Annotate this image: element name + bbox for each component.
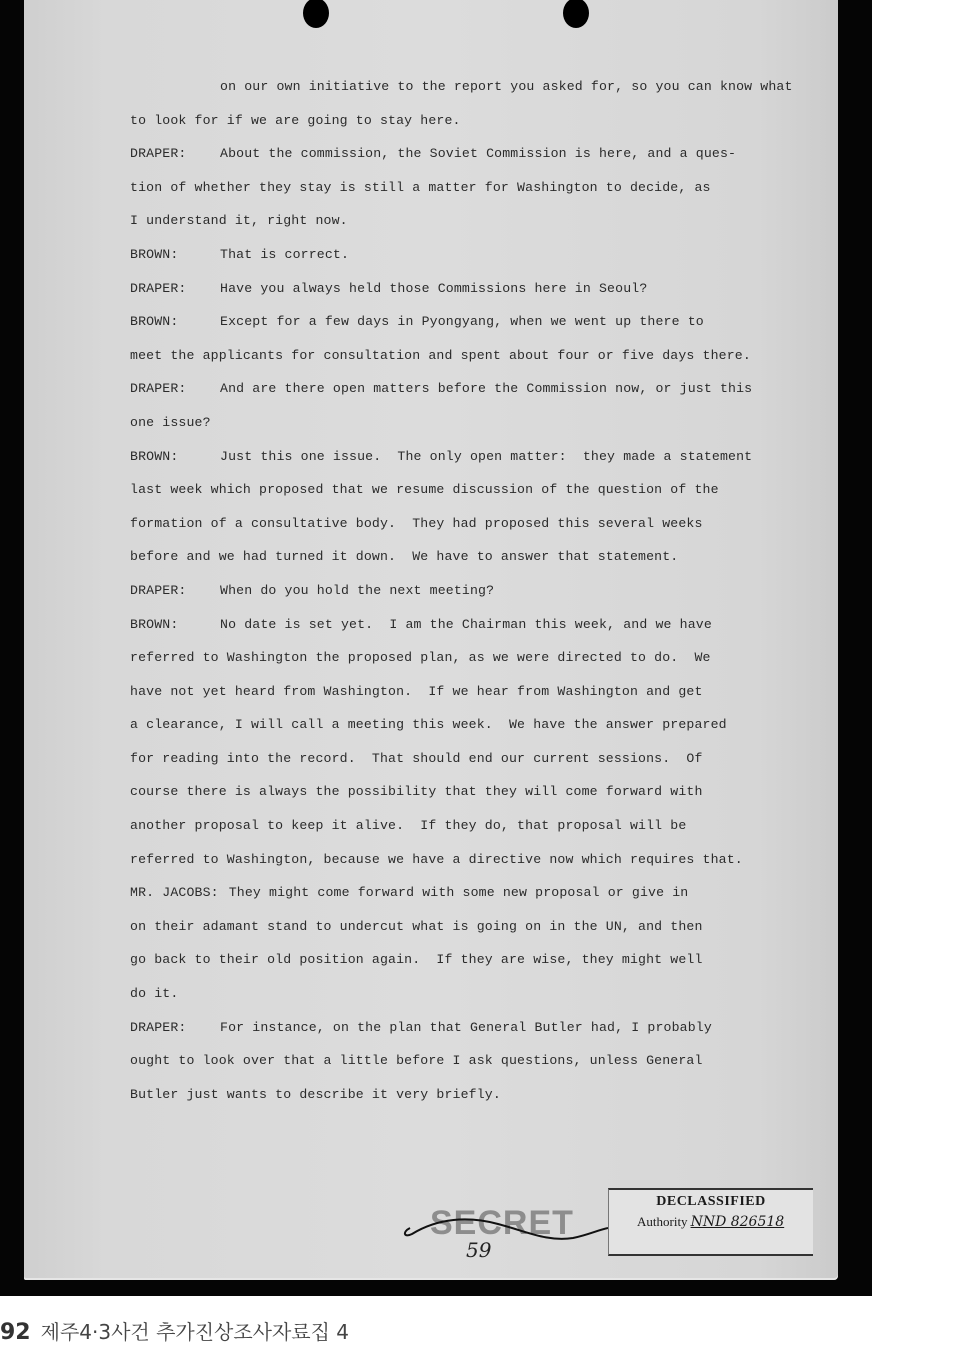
transcript-line: [130, 809, 810, 843]
speaker-label: BROWN:: [130, 616, 179, 632]
transcript-line: [130, 204, 810, 238]
declassified-title: DECLASSIFIED: [656, 1194, 766, 1209]
line-text: And are there open matters before the Commission now, or just this: [220, 381, 753, 397]
line-text: have not yet heard from Washington. If we hear from Washington and get: [130, 683, 703, 699]
transcript-line: [130, 977, 810, 1011]
line-text: For instance, on the plan that General Butler had, I probably: [220, 1019, 712, 1035]
transcript-line: [130, 775, 810, 809]
secret-stamp: [398, 1200, 608, 1270]
line-text: referred to Washington the proposed plan, as we were directed to do. We: [130, 650, 711, 666]
footer-page-number: 92: [0, 1320, 31, 1345]
secret-stamp-word: SECRET: [430, 1204, 574, 1242]
line-text: a clearance, I will call a meeting this week. We have the answer prepared: [130, 717, 727, 733]
line-text: on their adamant stand to undercut what is going on in the UN, and then: [130, 918, 703, 934]
transcript-line: [130, 137, 810, 171]
line-text: I understand it, right now.: [130, 213, 348, 229]
line-text: Have you always held those Commissions here in Seoul?: [220, 280, 648, 296]
transcript-line: [130, 1078, 810, 1112]
punch-hole-right: [563, 0, 589, 28]
transcript-line: [130, 339, 810, 373]
transcript-line: [130, 440, 810, 474]
transcript-line: [130, 608, 810, 642]
line-text: That is correct.: [220, 246, 350, 262]
speaker-label: DRAPER:: [130, 1019, 187, 1035]
line-text: referred to Washington, because we have a directive now which requires that.: [130, 851, 743, 867]
speaker-label: MR. JACOBS:: [130, 885, 219, 901]
transcript-line: [130, 70, 810, 104]
transcript-line: [130, 171, 810, 205]
transcript-line: [130, 507, 810, 541]
line-text: on our own initiative to the report you asked for, so you can know what: [220, 79, 793, 94]
transcript-line: [130, 540, 810, 574]
authority-number: NND 826518: [690, 1214, 785, 1230]
transcript-line: [130, 708, 810, 742]
transcript-line: [130, 272, 810, 306]
line-text: Except for a few days in Pyongyang, when we went up there to: [220, 314, 704, 330]
line-text: tion of whether they stay is still a matter for Washington to decide, as: [130, 179, 711, 195]
transcript-line: [130, 675, 810, 709]
transcript-line: [130, 1011, 810, 1045]
line-text: to look for if we are going to stay here.: [130, 112, 461, 128]
line-text: About the commission, the Soviet Commission is here, and a ques-: [220, 146, 737, 162]
line-text: last week which proposed that we resume discussion of the question of the: [130, 482, 719, 498]
speaker-label: DRAPER:: [130, 280, 187, 296]
line-text: one issue?: [130, 414, 211, 430]
line-text: They might come forward with some new proposal or give in: [228, 885, 689, 901]
transcript-line: [130, 641, 810, 675]
line-text: another proposal to keep it alive. If they do, that proposal will be: [130, 818, 687, 834]
speaker-label: BROWN:: [130, 246, 179, 262]
speaker-label: DRAPER:: [130, 582, 187, 598]
line-text: for reading into the record. That should end our current sessions. Of: [130, 750, 703, 766]
declassified-authority: [637, 1214, 784, 1230]
transcript-line: [130, 238, 810, 272]
speaker-label: BROWN:: [130, 448, 179, 464]
line-text: Just this one issue. The only open matter: they made a statement: [220, 448, 753, 464]
line-text: formation of a consultative body. They had proposed this several weeks: [130, 515, 703, 531]
line-text: before and we had turned it down. We have to answer that statement.: [130, 549, 679, 565]
line-text: meet the applicants for consultation and spent about four or five days there.: [130, 347, 751, 363]
transcript-line: [130, 406, 810, 440]
punch-hole-left: [303, 0, 329, 28]
declassified-stamp: [608, 1188, 813, 1256]
transcript-line: [130, 1044, 810, 1078]
line-text: No date is set yet. I am the Chairman this week, and we have: [220, 616, 712, 632]
line-text: do it.: [130, 986, 179, 1002]
book-footer: [0, 1316, 349, 1346]
transcript-body: [130, 70, 810, 1111]
transcript-line: [130, 943, 810, 977]
line-text: Butler just wants to describe it very briefly.: [130, 1086, 501, 1102]
transcript-line: [130, 742, 810, 776]
transcript-line: [130, 104, 810, 138]
line-text: go back to their old position again. If they are wise, they might well: [130, 952, 703, 968]
handwritten-page-number: 59: [466, 1238, 492, 1262]
line-text: When do you hold the next meeting?: [220, 582, 495, 598]
transcript-line: [130, 843, 810, 877]
transcript-line: [130, 473, 810, 507]
transcript-line: [130, 910, 810, 944]
line-text: course there is always the possibility that they will come forward with: [130, 784, 703, 800]
authority-label: Authority: [637, 1214, 688, 1229]
strike-through-swirl-icon: [398, 1208, 608, 1248]
transcript-line: [130, 876, 810, 910]
transcript-line: [130, 305, 810, 339]
speaker-label: DRAPER:: [130, 146, 187, 162]
footer-book-title: 제주4·3사건 추가진상조사자료집 4: [40, 1320, 350, 1344]
transcript-line: [130, 574, 810, 608]
line-text: ought to look over that a little before I ask questions, unless General: [130, 1053, 703, 1069]
speaker-label: BROWN:: [130, 314, 179, 330]
transcript-line: [130, 372, 810, 406]
speaker-label: DRAPER:: [130, 381, 187, 397]
